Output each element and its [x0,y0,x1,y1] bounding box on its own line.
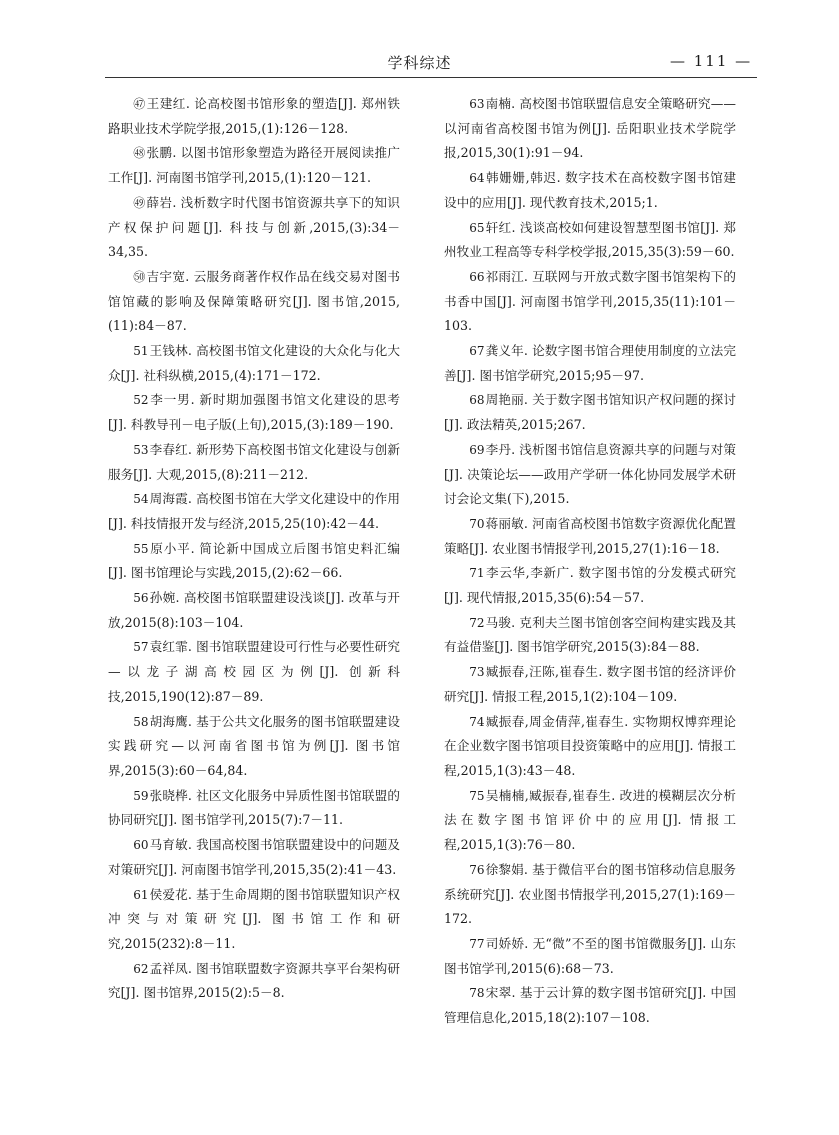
reference-number: 57 [133,640,149,655]
reference-text: 袁红霏. 图书馆联盟建设可行性与必要性研究—以龙子湖高校园区为例[J]. 创新科技,2015,190(12):87－89. [108,639,400,704]
reference-text: 龚义年. 论数字图书馆合理使用制度的立法完善[J]. 图书馆学研究,2015;95－97. [444,343,736,383]
reference-number: 77 [469,936,485,951]
reference-number: 58 [133,714,149,729]
reference-item [444,784,736,858]
reference-number: 69 [469,442,485,457]
reference-number: 54 [133,492,149,507]
section-title: 学科综述 [387,54,452,72]
reference-text: 周海霞. 高校图书馆在大学文化建设中的作用[J]. 科技情报开发与经济,2015,25(10):42－44. [108,491,400,531]
reference-item [444,611,736,660]
reference-text: 周艳丽. 关于数字图书馆知识产权问题的探讨[J]. 政法精英,2015;267. [444,392,736,433]
reference-text: 李丹. 浅析图书馆信息资源共享的问题与对策[J]. 决策论坛——政用产学研一体化协同发展学术研讨会论文集(下),2015. [444,441,736,507]
reference-text: 胡海鹰. 基于公共文化服务的图书馆联盟建设实践研究—以河南省图书馆为例[J]. 图书馆界,2015(3):60－64,84. [108,713,400,778]
reference-text: 吉宇宽. 云服务商著作权作品在线交易对图书馆馆藏的影响及保障策略研究[J]. 图书馆,2015,(11):84－87. [108,268,400,334]
reference-item [108,191,400,265]
reference-number: 71 [469,566,485,581]
reference-number: 73 [469,665,485,680]
reference-number: 51 [133,344,149,359]
reference-text: 韩姗姗,韩迟. 数字技术在高校数字图书馆建设中的应用[J]. 现代教育技术,2015;1. [444,170,736,210]
reference-text: 徐黎娟. 基于微信平台的图书馆移动信息服务系统研究[J]. 农业图书情报学刊,2015,27(1):169－172. [444,861,736,927]
reference-text: 李云华,李新广. 数字图书馆的分发模式研究[J]. 现代情报,2015,35(6):54－57. [444,565,736,606]
reference-item [444,660,736,709]
reference-number: 60 [133,838,149,853]
reference-item [444,561,736,610]
reference-number: 70 [469,516,485,531]
reference-item [108,265,400,339]
reference-item [444,216,736,265]
reference-text: 蒋丽敏. 河南省高校图书馆数字资源优化配置策略[J]. 农业图书情报学刊,2015,27(1):16－18. [444,515,736,556]
reference-number: 74 [469,714,485,729]
reference-number: 63 [469,97,485,111]
reference-number: 59 [133,788,149,803]
reference-text: 宋翠. 基于云计算的数字图书馆研究[J]. 中国管理信息化,2015,18(2):107－108. [444,985,736,1026]
reference-item [444,512,736,561]
reference-text: 李春红. 新形势下高校图书馆文化建设与创新服务[J]. 大观,2015,(8):211－212. [108,441,400,482]
reference-item [444,981,736,1030]
reference-item [108,92,400,141]
reference-number: 53 [133,442,149,457]
reference-text: 李一男. 新时期加强图书馆文化建设的思考[J]. 科教导刊－电子版(上旬),2015,(3):189－190. [108,392,400,433]
page-number: — 111 — [670,52,753,70]
reference-number: ㊽ [133,146,146,161]
reference-number: 75 [469,788,485,803]
left-column [108,92,400,1006]
reference-text: 祁雨江. 互联网与开放式数字图书馆架构下的书香中国[J]. 河南图书馆学刊,2015,35(11):101－103. [444,268,736,334]
reference-item [108,141,400,190]
reference-item [108,635,400,709]
header-rule [105,77,757,78]
reference-number: 56 [133,591,149,606]
reference-text: 王钱林. 高校图书馆文化建设的大众化与化大众[J]. 社科纵横,2015,(4):171－172. [108,343,400,383]
reference-item [444,932,736,981]
reference-number: ㊼ [133,97,146,111]
reference-item [444,710,736,784]
reference-number: 72 [469,615,485,630]
reference-number: 68 [469,393,485,408]
reference-text: 薛岩. 浅析数字时代图书馆资源共享下的知识产权保护问题[J]. 科技与创新,2015,(3):34－34,35. [108,194,400,260]
reference-item [108,339,400,388]
reference-number: 65 [469,220,485,235]
reference-text: 张鹏. 以图书馆形象塑造为路径开展阅读推广工作[J]. 河南图书馆学刊,2015,(1):120－121. [108,145,400,186]
reference-number: 76 [469,862,485,877]
reference-item [108,883,400,957]
reference-text: 司娇娇. 无“微”不至的图书馆微服务[J]. 山东图书馆学刊,2015(6):68－73. [444,935,736,976]
reference-item [108,957,400,1006]
reference-number: 61 [133,887,149,902]
reference-item [108,784,400,833]
reference-number: ㊿ [133,269,146,284]
reference-text: 吴楠楠,臧振春,崔春生. 改进的模糊层次分析法在数字图书馆评价中的应用[J]. 情报工程,2015,1(3):76－80. [444,787,736,853]
reference-item [108,537,400,586]
reference-text: 南楠. 高校图书馆联盟信息安全策略研究——以河南省高校图书馆为例[J]. 岳阳职业技术学院学报,2015,30(1):91－94. [444,96,736,161]
reference-text: 马骏. 克利夫兰图书馆创客空间构建实践及其有益借鉴[J]. 图书馆学研究,2015(3):84－88. [444,614,736,655]
reference-text: 轩红. 浅谈高校如何建设智慧型图书馆[J]. 郑州牧业工程高等专科学校学报,2015,35(3):59－60. [444,219,736,260]
reference-text: 王建红. 论高校图书馆形象的塑造[J]. 郑州铁路职业技术学院学报,2015,(1):126－128. [108,96,400,136]
reference-item [108,388,400,437]
reference-number: 78 [469,986,485,1001]
reference-number: 55 [133,541,149,556]
reference-item [444,858,736,932]
right-column [444,92,736,1031]
reference-item [108,710,400,784]
reference-text: 孟祥凤. 图书馆联盟数字资源共享平台架构研究[J]. 图书馆界,2015(2):5－8. [108,960,400,1001]
reference-text: 臧振春,周金倩萍,崔春生. 实物期权博弈理论在企业数字图书馆项目投资策略中的应用[J]. 情报工程,2015,1(3):43－48. [444,713,736,778]
reference-item [444,339,736,388]
reference-number: ㊾ [133,195,146,210]
reference-number: 62 [133,961,149,976]
reference-item [108,586,400,635]
reference-text: 孙婉. 高校图书馆联盟建设浅谈[J]. 改革与开放,2015(8):103－104. [108,590,400,630]
reference-item [108,833,400,882]
reference-text: 马育敏. 我国高校图书馆联盟建设中的问题及对策研究[J]. 河南图书馆学刊,2015,35(2):41－43. [108,837,400,877]
reference-item [444,166,736,215]
reference-text: 臧振春,汪陈,崔春生. 数字图书馆的经济评价研究[J]. 情报工程,2015,1(2):104－109. [444,664,736,704]
reference-text: 张晓桦. 社区文化服务中异质性图书馆联盟的协同研究[J]. 图书馆学刊,2015(7):7－11. [108,787,400,828]
reference-number: 66 [469,269,485,284]
reference-item [444,438,736,512]
reference-number: 67 [469,344,485,359]
reference-item [444,388,736,437]
reference-item [444,92,736,166]
reference-number: 64 [469,171,485,186]
reference-text: 侯爱花. 基于生命周期的图书馆联盟知识产权冲突与对策研究[J]. 图书馆工作和研究,2015(232):8－11. [108,886,400,951]
reference-item [108,487,400,536]
reference-item [108,438,400,487]
reference-text: 原小平. 简论新中国成立后图书馆史料汇编[J]. 图书馆理论与实践,2015,(2):62－66. [108,540,400,581]
reference-number: 52 [133,393,149,408]
reference-item [444,265,736,339]
